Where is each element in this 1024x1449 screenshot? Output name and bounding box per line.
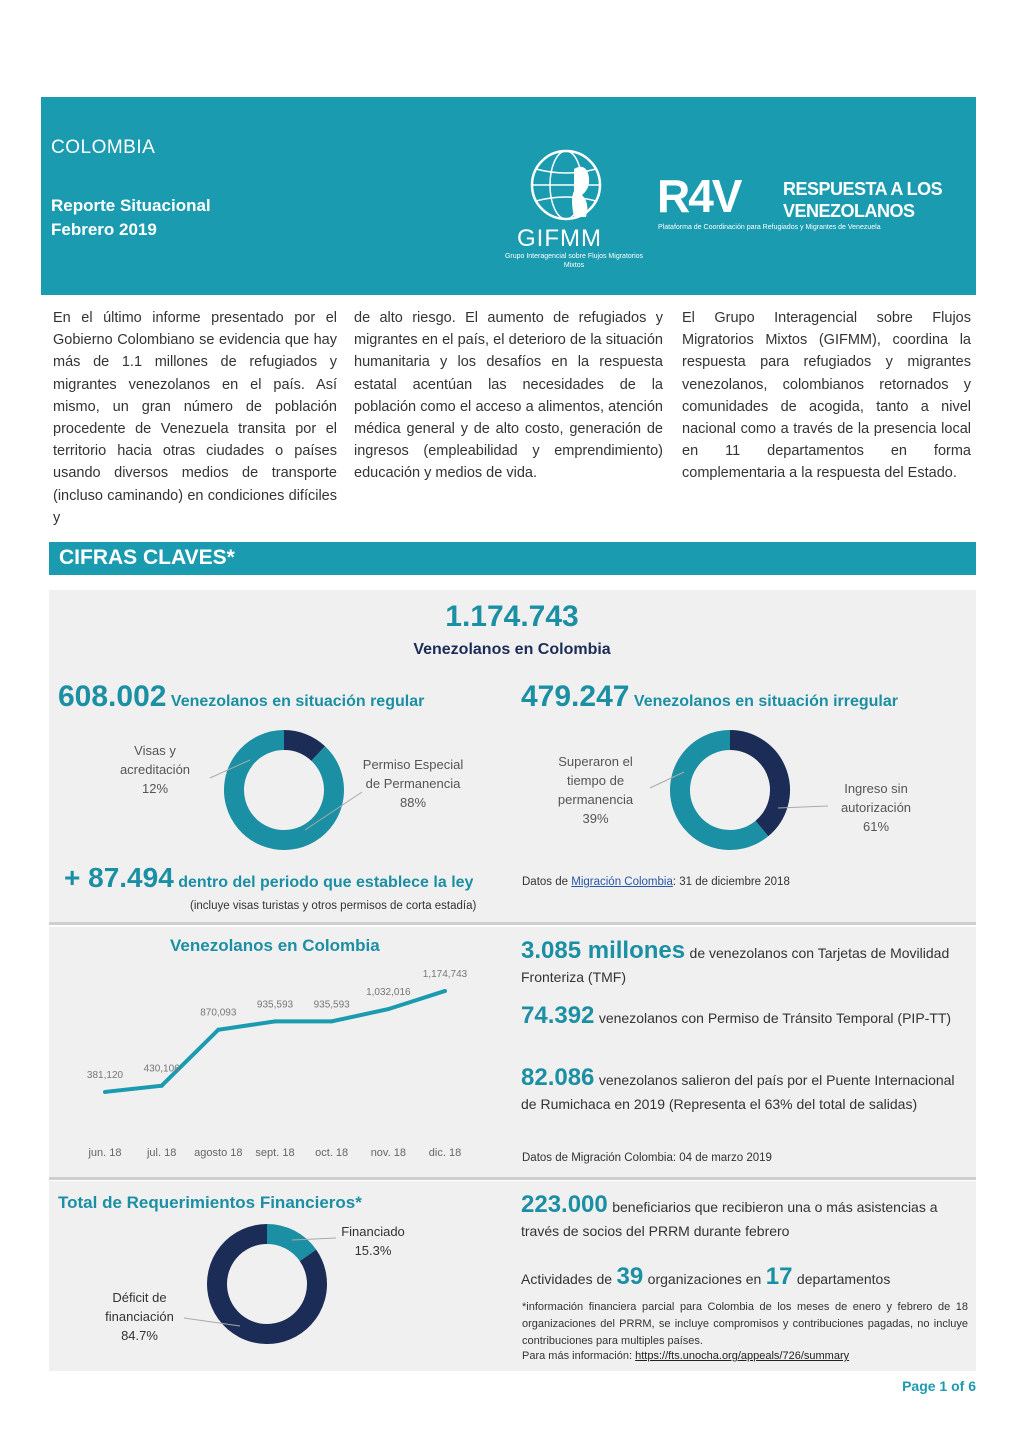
source-1-prefix: Datos de bbox=[522, 876, 572, 888]
data-point bbox=[103, 1090, 107, 1094]
financial-slice-0-label bbox=[333, 1222, 413, 1260]
exit-value: 82.086 bbox=[521, 1064, 595, 1091]
data-label: 430,106 bbox=[143, 1063, 180, 1075]
irregular-slice-0-label bbox=[548, 752, 643, 828]
slice-pct: 12% bbox=[141, 781, 169, 796]
slice-pct: 84.7% bbox=[121, 1328, 158, 1343]
financial-footnote: *información financiera parcial para Colombia de los meses de enero y febrero de 18 organizaciones del PRRM, se incluye compromisos y contribuciones pagadas, no incluye contribuciones para multiples países. bbox=[522, 1301, 968, 1347]
x-tick-label: oct. 18 bbox=[315, 1147, 349, 1159]
source-1 bbox=[522, 876, 790, 888]
r4v-title-line1: RESPUESTA A LOS bbox=[783, 179, 943, 199]
beneficiaries-text: beneficiarios que recibieron una o más asistencias a través de socios del PRRM durante febrero bbox=[521, 1199, 938, 1239]
slice-pct: 15.3% bbox=[354, 1243, 392, 1258]
source-1-suffix: : 31 de diciembre 2018 bbox=[672, 876, 790, 888]
beneficiaries bbox=[521, 1191, 961, 1243]
exit-text: venezolanos salieron del país por el Puente Internacional de Rumichaca en 2019 (Representa el 63% del total de salidas) bbox=[521, 1072, 955, 1112]
stat-exit bbox=[521, 1064, 961, 1116]
irregular-value: 479.247 bbox=[521, 680, 630, 713]
slice-name: Ingreso sin autorización bbox=[840, 781, 912, 815]
data-label: 935,593 bbox=[313, 999, 350, 1011]
section-title-bar: CIFRAS CLAVES* bbox=[49, 542, 976, 575]
slice-pct: 39% bbox=[582, 811, 609, 826]
slice-name: Financiado bbox=[341, 1224, 405, 1239]
r4v-logo: R4V bbox=[657, 170, 741, 222]
extra-note: (incluye visas turistas y otros permisos de corta estadía) bbox=[190, 900, 477, 912]
data-point bbox=[386, 1007, 390, 1011]
intro-column-1: En el último informe presentado por el Gobierno Colombiano se evidencia que hay más de 1.1 millones de refugiados y migrantes venezolanos en el país. Así mismo, un gran número de población procedente de Venezuela transita por el territorio hacia otras ciudades o países usando diversos medios de transporte (incluso caminando) en condiciones difíciles y bbox=[53, 310, 337, 526]
data-point bbox=[443, 989, 447, 993]
more-info-prefix: Para más información: bbox=[522, 1350, 636, 1362]
chart-title: Venezolanos en Colombia bbox=[170, 936, 380, 955]
slice-name: Superaron el tiempo de permanencia bbox=[557, 754, 634, 807]
x-tick-label: jun. 18 bbox=[88, 1147, 122, 1159]
line-chart bbox=[70, 965, 490, 1170]
data-point bbox=[330, 1019, 334, 1023]
irregular-label: Venezolanos en situación irregular bbox=[633, 693, 898, 710]
data-point bbox=[216, 1028, 220, 1032]
total-venezuelans-label: Venezolanos en Colombia bbox=[413, 641, 611, 658]
data-label: 870,093 bbox=[200, 1007, 237, 1019]
regular-label: Venezolanos en situación regular bbox=[170, 693, 425, 710]
regular-slice-0-label bbox=[105, 741, 205, 798]
dept-count: 17 bbox=[765, 1263, 793, 1290]
gifmm-subtitle: Grupo Interagencial sobre Flujos Migratorios Mixtos bbox=[504, 253, 644, 269]
intro-column-3: El Grupo Interagencial sobre Flujos Migratorios Mixtos (GIFMM), coordina la respuesta para refugiados y migrantes venezolanos, colombianos retornados y comunidades de acogida, tanto a nivel nacional como a través de la presencia local en 11 departamentos en forma complementaria a la respuesta del Estado. bbox=[682, 310, 971, 482]
country-title: COLOMBIA bbox=[51, 137, 156, 158]
page-number: Page 1 of 6 bbox=[902, 1378, 976, 1394]
activities-prefix: Actividades de bbox=[521, 1271, 613, 1287]
migracion-colombia-link[interactable]: Migración Colombia bbox=[571, 876, 673, 888]
extra-value: + 87.494 bbox=[64, 862, 174, 893]
tmf-value: 3.085 millones bbox=[521, 937, 686, 964]
financial-title: Total de Requerimientos Financieros* bbox=[58, 1193, 362, 1212]
total-venezuelans-value: 1.174.743 bbox=[445, 600, 579, 633]
activities-middle: organizaciones en bbox=[647, 1271, 762, 1287]
x-tick-label: sept. 18 bbox=[255, 1147, 295, 1159]
beneficiaries-value: 223.000 bbox=[521, 1191, 608, 1218]
irregular-slice-1-label bbox=[830, 779, 922, 836]
regular-value: 608.002 bbox=[58, 680, 167, 713]
extra-kpi bbox=[64, 862, 473, 894]
gifmm-name: GIFMM bbox=[517, 225, 602, 252]
data-label: 381,120 bbox=[86, 1069, 124, 1081]
activities-line bbox=[521, 1263, 971, 1291]
extra-label: dentro del periodo que establece la ley bbox=[178, 874, 474, 891]
data-label: 1,174,743 bbox=[422, 968, 468, 980]
slice-name: Permiso Especial de Permanencia bbox=[362, 757, 464, 791]
tmf-text: de venezolanos con Tarjetas de Movilidad Fronteriza (TMF) bbox=[521, 945, 950, 985]
financial-slice-1-label bbox=[92, 1288, 187, 1345]
more-info bbox=[522, 1350, 849, 1362]
slice-pct: 88% bbox=[399, 795, 427, 810]
fts-link[interactable]: https://fts.unocha.org/appeals/726/summary bbox=[635, 1350, 850, 1362]
data-point bbox=[160, 1084, 164, 1088]
pip-value: 74.392 bbox=[521, 1002, 595, 1029]
stat-tmf bbox=[521, 937, 961, 989]
intro-column-2: de alto riesgo. El aumento de refugiados y migrantes en el país, el deterioro de la situación humanitaria y los desafíos en la respuesta estatal acentúan las necesidades de la población como el acceso a alimentos, atención médica general y de alto costo, generación de ingresos (empleabilidad y emprendimiento) educación y medios de vida. bbox=[354, 310, 663, 482]
report-title-line1: Reporte Situacional bbox=[51, 196, 211, 215]
r4v-title-line2: VENEZOLANOS bbox=[783, 201, 915, 221]
slice-name: Déficit de financiación bbox=[105, 1290, 174, 1324]
r4v-subtitle: Plataforma de Coordinación para Refugiados y Migrantes de Venezuela bbox=[658, 224, 881, 231]
slice-pct: 61% bbox=[862, 819, 890, 834]
org-count: 39 bbox=[616, 1263, 644, 1290]
regular-slice-1-label bbox=[362, 755, 464, 812]
data-label: 1,032,016 bbox=[366, 987, 411, 999]
data-label: 935,593 bbox=[256, 999, 294, 1011]
x-tick-label: agosto 18 bbox=[194, 1147, 243, 1159]
activities-suffix: departamentos bbox=[796, 1271, 891, 1287]
slice-name: Visas y acreditación bbox=[119, 743, 191, 777]
report-date: Febrero 2019 bbox=[51, 220, 157, 239]
pip-text: venezolanos con Permiso de Tránsito Temporal (PIP-TT) bbox=[598, 1010, 952, 1026]
source-2: Datos de Migración Colombia: 04 de marzo 2019 bbox=[522, 1152, 772, 1164]
stat-pip bbox=[521, 1002, 961, 1030]
x-tick-label: jul. 18 bbox=[146, 1147, 177, 1159]
x-tick-label: nov. 18 bbox=[370, 1147, 406, 1159]
data-point bbox=[273, 1019, 277, 1023]
x-tick-label: dic. 18 bbox=[428, 1147, 462, 1159]
